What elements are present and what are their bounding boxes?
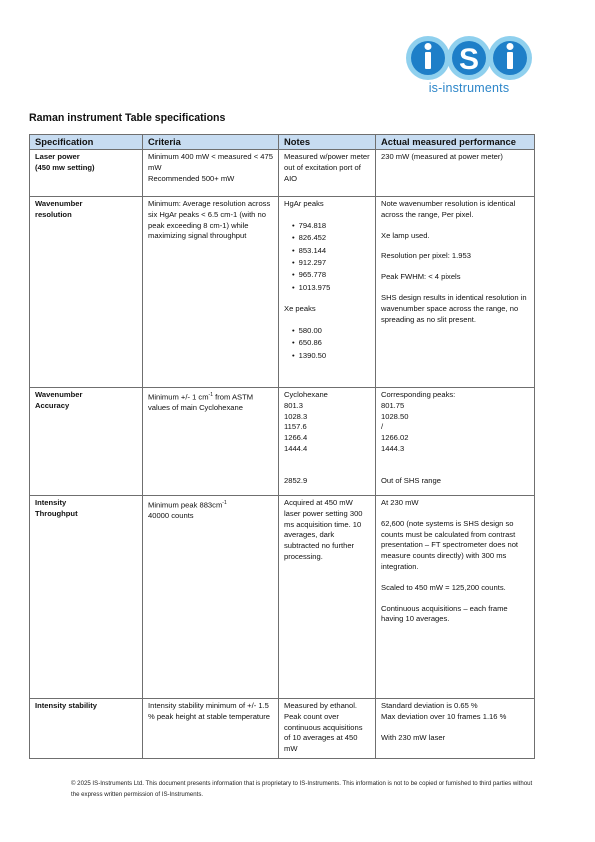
actual-text: 230 mW (measured at power meter) [381,152,503,161]
table-row-wavenumber-resolution [30,197,535,388]
list-item: • 580.00 [292,325,370,337]
notes-cell [279,388,376,496]
criteria-text: Minimum peak $883cm^{-1}$ [148,500,227,510]
spec-name: Laser power [35,152,80,161]
actual-text: SHS design results in identical resolution in wavenumber space across the range, no spreading as no slit present. [381,292,527,324]
list-item: • 794.818 [292,220,370,232]
actual-text: At 230 mW [381,498,419,507]
table-row-intensity-stability [30,699,535,759]
list-item: 2852.9 [284,475,308,485]
notes-text: Measured w/power meter out of excitation port of AIO [284,152,370,183]
actual-text: Scaled to 450 mW = 125,200 counts. [381,582,506,592]
copyright-footer: © 2025 IS-Instruments Ltd. This document presents information that is proprietary to IS-Instruments. This information is not to be copied or furnished to third parties without the express written permission of IS-Instruments. [71,780,533,798]
list-item: 1157.6 [284,422,307,432]
actual-cell [376,496,535,699]
list-item: 801.75 [381,400,405,410]
criteria-cell [143,496,279,699]
criteria-cell [143,150,279,197]
list-item: • 853.144 [292,245,370,257]
spec-cell [30,388,143,496]
list-item: Out of SHS range [381,475,441,485]
criteria-text: Minimum +/- 1 $cm^{-1}$ from ASTM values of main Cyclohexane [148,392,254,413]
actual-cell [376,197,535,388]
list-item: 1444.4 [284,443,308,453]
list-item: 1028.50 [381,411,409,421]
criteria-cell [143,388,279,496]
criteria-counts: 40000 counts [148,511,194,521]
notes-text: Measured by ethanol. Peak count over continuous acquisitions of 10 averages at 450 mW [284,701,363,754]
actual-text: Xe lamp used. [381,230,430,240]
column-header-criteria: Criteria [143,135,279,150]
company-logo [406,34,532,100]
criteria-text: Intensity stability minimum of +/- 1.5 % peak height at stable temperature [148,701,270,721]
notes-cell [279,496,376,699]
list-item: • 826.452 [292,232,370,244]
list-item: / [381,422,384,432]
list-item: 1444.3 [381,443,405,453]
actual-text: Max deviation over 10 frames 1.16 % [381,711,507,721]
list-item: • 965.778 [292,269,370,281]
actual-text: Resolution per pixel: 1.953 [381,251,471,261]
notes-cell [279,150,376,197]
criteria-cell [143,699,279,759]
actual-cell [376,150,535,197]
spec-name: Wavenumber [35,199,83,208]
hgar-peak-list [284,220,370,294]
hgar-peaks-label: HgAr peaks [284,199,324,208]
actual-cell [376,388,535,496]
logo-wordmark: is-instruments [428,81,510,95]
list-item: 801.3 [284,400,304,410]
list-item: • 1013.975 [292,282,370,294]
isi-logo-mark [406,34,532,84]
notes-cell [279,699,376,759]
column-header-actual-performance: Actual measured performance [376,135,535,150]
actual-text: Standard deviation is 0.65 % [381,701,478,710]
spec-cell [30,150,143,197]
table-row-laser-power [30,150,535,197]
corresponding-peaks-label: Corresponding peaks: [381,390,456,399]
spec-subname: Accuracy [35,400,70,410]
spec-cell [30,496,143,699]
actual-text: 62,600 (note systems is SHS design so counts must be calculated from contrast presentation – FT spectrometer does not measure counts directly) with 300 ms integration. [381,518,519,571]
criteria-text: Minimum 400 mW < measured < 475 mW [148,152,273,172]
table-row-wavenumber-accuracy [30,388,535,496]
table-header-row [30,135,535,150]
list-item: 1266.4 [284,433,308,443]
list-item: 1028.3 [284,411,308,421]
actual-text: Peak FWHM: < 4 pixels [381,272,461,282]
document-title: Raman instrument Table specifications [29,112,226,124]
criteria-recommendation: Recommended 500+ mW [148,173,235,183]
spec-name: Wavenumber [35,390,83,399]
xe-peak-list [284,325,370,362]
cyclohexane-label: Cyclohexane [284,390,328,399]
spec-subname: (450 mw setting) [35,162,95,172]
actual-text: Continuous acquisitions – each frame having 10 averages. [381,603,508,624]
xe-peaks-label: Xe peaks [284,304,316,314]
actual-text: Note wavenumber resolution is identical across the range, Per pixel. [381,199,516,219]
notes-cell [279,197,376,388]
table-row-intensity-throughput [30,496,535,699]
spec-subname: resolution [35,209,72,219]
actual-text: With 230 mW laser [381,732,446,742]
column-header-specification: Specification [30,135,143,150]
notes-text: Acquired at 450 mW laser power setting 300 ms acquisition time. 10 averages, dark subtracted no further processing. [284,498,363,561]
criteria-cell [143,197,279,388]
actual-cell [376,699,535,759]
spec-subname: Throughput [35,508,78,518]
list-item: 1266.02 [381,433,409,443]
spec-cell [30,699,143,759]
spec-name: Intensity stability [35,701,98,710]
list-item: • 1390.50 [292,350,370,362]
spec-name: Intensity [35,498,67,507]
list-item: • 912.297 [292,257,370,269]
svg-text:S: S [458,43,480,76]
column-header-notes: Notes [279,135,376,150]
criteria-text: Minimum: Average resolution across six HgAr peaks < 6.5 cm-1 (with no peak exceeding 8 cm-1) while maximizing signal throughput [148,199,271,241]
specifications-table [29,134,535,759]
list-item: • 650.86 [292,337,370,349]
spec-cell [30,197,143,388]
